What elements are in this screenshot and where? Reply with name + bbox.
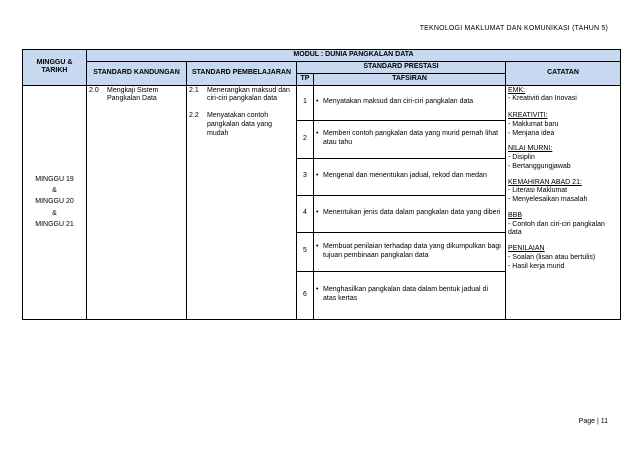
catatan-cell [506,85,621,319]
bullet-icon: • [316,172,319,180]
minggu-line: & [52,187,57,195]
tafsiran-text: Menentukan jenis data dalam pangkalan data yang diberi [323,209,501,217]
abad21-item: - Menyelesaikan masalah [508,196,588,203]
nilai-item: - Disiplin [508,154,535,161]
header-standard-kandungan: STANDARD KANDUNGAN [87,62,187,86]
minggu-line: MINGGU 21 [35,220,74,228]
tp-5: 5 [297,232,314,271]
emk-heading: EMK: [508,86,526,94]
minggu-cell [23,85,87,319]
page-number: Page | 11 [578,418,608,425]
header-standard-prestasi: STANDARD PRESTASI [297,62,506,74]
bullet-icon: • [316,242,319,250]
nilai-heading: NILAI MURNI: [508,145,553,153]
header-modul: MODUL : DUNIA PANGKALAN DATA [87,50,621,62]
standard-kandungan-cell [87,85,187,319]
bbb-item: - Contoh dan ciri-ciri pangkalan data [508,220,605,237]
header-catatan: CATATAN [506,62,621,86]
kreativiti-item: - Menjana idea [508,129,555,137]
emk-item: - Kreativiti dan Inovasi [508,95,577,103]
bullet-icon: • [316,130,319,138]
standard-pembelajaran-cell [187,85,297,319]
header-tafsiran: TAFSIRAN [314,73,506,85]
abad21-heading: KEMAHIRAN ABAD 21: [508,178,582,186]
tafsiran-text: Menyatakan maksud dan ciri-ciri pangkalan data [323,98,474,106]
bbb-heading: BBB [508,211,523,219]
abad21-item: - Literasi Maklumat [508,187,568,195]
minggu-line: & [52,209,57,217]
header-minggu: MINGGU & TARIKH [23,50,87,86]
tp-1: 1 [297,85,314,120]
tafsiran-text: Membuat penilaian terhadap data yang dikumpulkan bagi tujuan pembinaan pangkalan data [323,242,501,259]
tafsiran-text: Mengenal dan menentukan jadual, rekod dan medan [323,172,487,180]
tafsiran-5 [314,232,506,271]
sp-number: 2.2 [189,112,199,119]
tp-3: 3 [297,158,314,195]
tp-2: 2 [297,120,314,158]
tp-6: 6 [297,271,314,319]
lesson-plan-table [22,49,621,320]
tafsiran-text: Memberi contoh pangkalan data yang murid pernah lihat atau tahu [323,130,499,146]
penilaian-item: - Hasil kerja murid [508,262,565,270]
header-standard-pembelajaran: STANDARD PEMBELAJARAN [187,62,297,86]
document-title: TEKNOLOGI MAKLUMAT DAN KOMUNIKASI (TAHUN 5) [419,25,608,32]
sk-number: 2.0 [89,86,99,94]
bullet-icon: • [316,98,319,106]
minggu-line: MINGGU 19 [35,176,74,184]
sk-text: Mengkaji Sistem Pangkalan Data [107,86,159,103]
tafsiran-2 [314,120,506,158]
tafsiran-4 [314,195,506,232]
tafsiran-text: Menghasilkan pangkalan data dalam bentuk jadual di atas kertas [323,286,489,302]
tafsiran-6 [314,271,506,319]
sp-text: Menyatakan contoh pangkalan data yang mudah [207,112,272,137]
sp-number: 2.1 [189,86,199,94]
bullet-icon: • [316,286,319,294]
nilai-item: - Bertanggungjawab [508,162,571,170]
minggu-line: MINGGU 20 [35,198,74,206]
tp-4: 4 [297,195,314,232]
tafsiran-3 [314,158,506,195]
kreativiti-heading: KREATIVITI: [508,112,548,119]
bullet-icon: • [316,209,319,217]
kreativiti-item: - Maklumat baru [508,120,559,128]
penilaian-item: - Soalan (lisan atau bertulis) [508,253,596,261]
tafsiran-1 [314,85,506,120]
penilaian-heading: PENILAIAN [508,245,545,252]
sp-text: Menerangkan maksud dan ciri-ciri pangkalan data [207,86,290,103]
header-tp: TP [297,73,314,85]
